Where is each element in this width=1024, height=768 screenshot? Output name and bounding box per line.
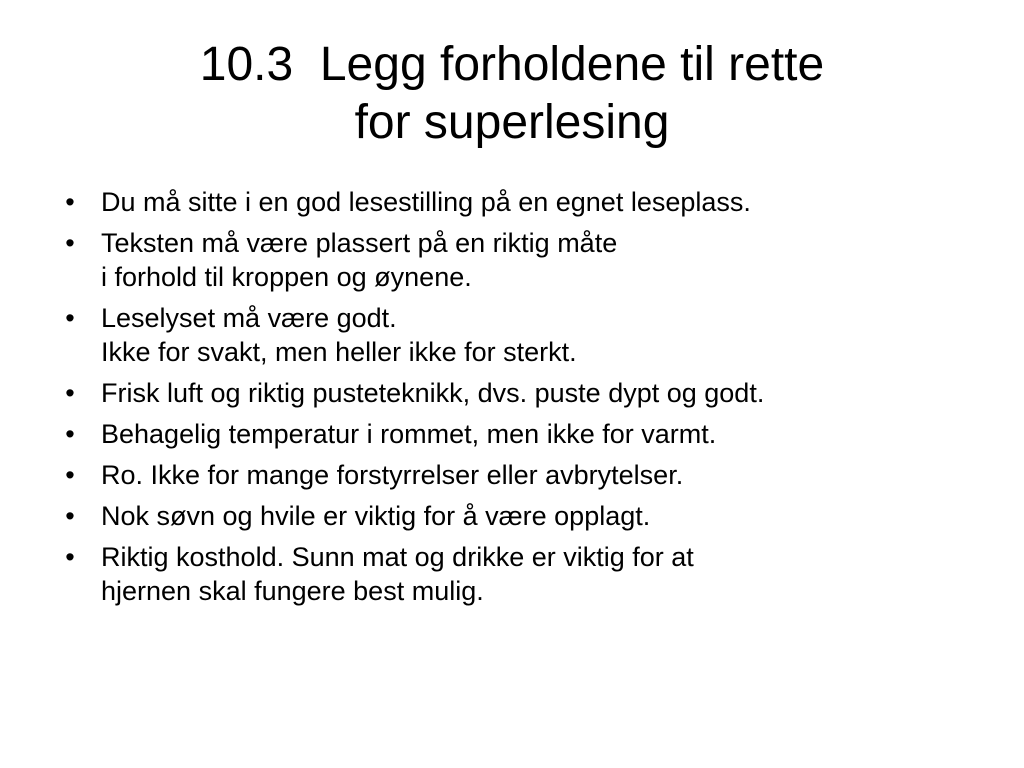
bullet-marker: • xyxy=(65,378,75,408)
bullet-item xyxy=(60,301,980,369)
bullet-text-line: Du må sitte i en god lesestilling på en egnet leseplass. xyxy=(101,187,751,217)
bullet-item xyxy=(60,417,980,451)
bullet-marker: • xyxy=(65,303,75,333)
bullet-text-line: Riktig kosthold. Sunn mat og drikke er viktig for at xyxy=(101,542,694,572)
bullet-item xyxy=(60,185,980,219)
bullet-text-line: i forhold til kroppen og øynene. xyxy=(101,262,472,292)
bullet-text-line: Nok søvn og hvile er viktig for å være opplagt. xyxy=(101,501,651,531)
bullet-item xyxy=(60,458,980,492)
slide-title xyxy=(60,36,964,152)
bullet-list xyxy=(60,185,980,615)
bullet-item xyxy=(60,540,980,608)
bullet-text-line: hjernen skal fungere best mulig. xyxy=(101,576,484,606)
bullet-item xyxy=(60,226,980,294)
bullet-text-line: Teksten må være plassert på en riktig måte xyxy=(101,228,618,258)
bullet-item xyxy=(60,376,980,410)
slide-title-line-2: for superlesing xyxy=(354,96,670,149)
bullet-text-line: Leselyset må være godt. xyxy=(101,303,397,333)
bullet-text-line: Ro. Ikke for mange forstyrrelser eller avbrytelser. xyxy=(101,460,684,490)
bullet-text-line: Frisk luft og riktig pusteteknikk, dvs. puste dypt og godt. xyxy=(101,378,765,408)
bullet-marker: • xyxy=(65,501,75,531)
bullet-text-line: Ikke for svakt, men heller ikke for sterkt. xyxy=(101,337,577,367)
bullet-text-line: Behagelig temperatur i rommet, men ikke for varmt. xyxy=(101,419,717,449)
bullet-marker: • xyxy=(65,228,75,258)
slide-title-line-1: 10.3 Legg forholdene til rette xyxy=(199,38,825,91)
bullet-marker: • xyxy=(65,460,75,490)
bullet-marker: • xyxy=(65,419,75,449)
bullet-marker: • xyxy=(65,187,75,217)
bullet-marker: • xyxy=(65,542,75,572)
bullet-item xyxy=(60,499,980,533)
